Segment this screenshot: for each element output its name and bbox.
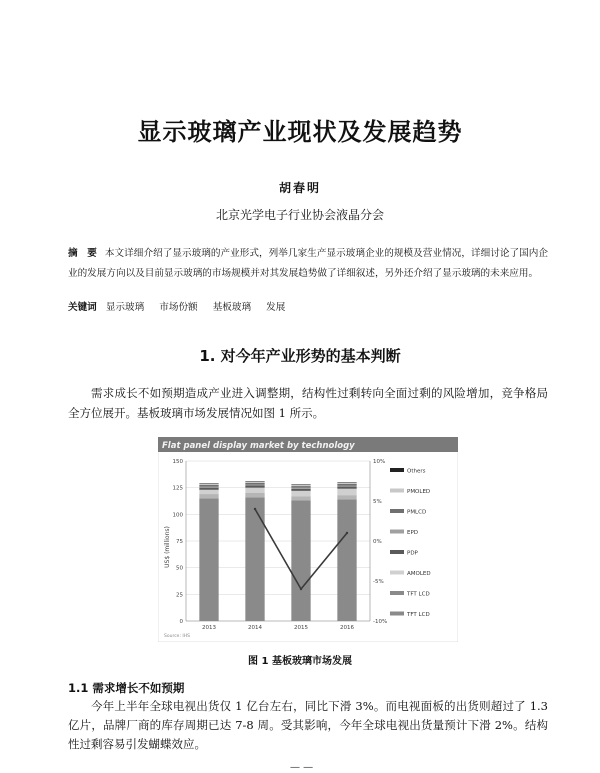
legend-label: PMOLED <box>407 489 431 495</box>
keyword: 显示玻璃 <box>105 302 145 313</box>
bar-segment <box>245 483 264 485</box>
keyword: 发展 <box>266 302 286 313</box>
x-tick-label: 2016 <box>340 625 354 631</box>
y-tick-label: 100 <box>172 512 183 519</box>
bar-segment <box>291 484 310 485</box>
bar-segment <box>291 485 310 486</box>
bar-segment <box>291 486 310 488</box>
x-tick-label: 2014 <box>248 625 262 631</box>
bar-segment <box>199 483 218 484</box>
bar-segment <box>199 485 218 487</box>
y2-tick-label: -5% <box>373 579 384 585</box>
bar-segment <box>337 486 356 487</box>
x-tick-label: 2013 <box>202 625 216 631</box>
subsection-heading: 1.1 需求增长不如预期 <box>68 681 185 695</box>
y-tick-label: 150 <box>172 459 183 465</box>
bar-segment <box>337 483 356 484</box>
legend-label: Others <box>407 468 426 475</box>
keywords-label: 关键词 <box>68 302 97 313</box>
bar-segment <box>245 482 264 483</box>
page-number: — — <box>290 762 314 773</box>
growth-point <box>254 508 256 510</box>
bar-segment <box>337 495 356 499</box>
legend-label: PMLCD <box>407 509 427 516</box>
legend-label: TFT LCD <box>407 612 430 618</box>
market-chart <box>158 437 458 642</box>
legend-swatch <box>390 571 404 575</box>
author-name: 胡春明 <box>278 181 321 195</box>
growth-point <box>346 532 348 534</box>
section-heading: 1. 对今年产业形势的基本判断 <box>199 347 401 365</box>
bar-segment <box>245 497 264 621</box>
legend-label: PDP <box>407 550 418 557</box>
bar-segment <box>291 489 310 491</box>
y-tick-label: 125 <box>172 485 183 492</box>
article-title: 显示玻璃产业现状及发展趋势 <box>137 118 463 146</box>
bar-segment <box>199 490 218 494</box>
abstract-label: 摘 要 <box>68 248 97 259</box>
bar-segment <box>337 482 356 483</box>
bar-segment <box>291 496 310 500</box>
legend-label: AMOLED <box>407 571 431 577</box>
bar-segment <box>245 493 264 497</box>
legend-label: TFT LCD <box>407 591 430 598</box>
bar-segment <box>245 486 264 488</box>
chart-source: Source: IHS <box>164 634 190 639</box>
legend-swatch <box>390 550 404 554</box>
bar-segment <box>199 484 218 485</box>
body-paragraph: 需求成长不如预期造成产业进入调整期，结构性过剩转向全面过剩的风险增加，竞争格局全方位展开。基板玻璃市场发展情况如图 1 所示。 <box>68 386 548 420</box>
bar-segment <box>245 488 264 493</box>
bar-segment <box>199 494 218 498</box>
figure <box>158 437 458 642</box>
y2-tick-label: 0% <box>373 539 382 545</box>
y2-tick-label: 5% <box>373 499 382 505</box>
growth-point <box>300 588 302 590</box>
legend-swatch <box>390 489 404 493</box>
keywords <box>68 300 548 316</box>
y2-tick-label: -10% <box>373 619 388 625</box>
bar-segment <box>245 484 264 485</box>
y2-tick-label: 10% <box>373 459 386 465</box>
chart-title: Flat panel display market by technology <box>162 441 355 451</box>
bar-segment <box>199 487 218 488</box>
x-tick-label: 2015 <box>294 625 308 631</box>
figure-caption: 图 1 基板玻璃市场发展 <box>248 656 352 667</box>
abstract <box>68 244 548 284</box>
y-tick-label: 0 <box>179 619 183 625</box>
y-tick-label: 50 <box>176 565 183 572</box>
bar-segment <box>245 481 264 482</box>
bar-segment <box>291 491 310 496</box>
keyword: 市场份额 <box>159 302 198 313</box>
body-paragraph: 今年上半年全球电视出货仅 1 亿台左右，同比下滑 3%。而电视面板的出货则超过了 1.3 亿片，品牌厂商的库存周期已达 7-8 周。受其影响，今年全球电视出货量预计下滑 2%。结构性过剩容易引发蝴蝶效应。 <box>68 699 548 751</box>
bar-segment <box>291 488 310 489</box>
y-tick-label: 25 <box>176 592 183 599</box>
bar-segment <box>291 500 310 621</box>
legend-label: EPD <box>407 530 419 536</box>
abstract-text: 本文详细介绍了显示玻璃的产业形式，列举几家生产显示玻璃企业的规模及营业情况，详细讨论了国内企业的发展方向以及目前显示玻璃的市场规模并对其发展趋势做了详细叙述，另外还介绍了显示玻璃的未来应用。 <box>68 248 549 279</box>
legend-swatch <box>390 468 404 472</box>
affiliation: 北京光学电子行业协会液晶分会 <box>215 208 384 222</box>
keyword: 基板玻璃 <box>212 302 252 313</box>
bar-segment <box>337 499 356 621</box>
bar-segment <box>199 498 218 621</box>
bar-segment <box>337 487 356 489</box>
bar-segment <box>337 489 356 495</box>
legend-swatch <box>390 591 404 595</box>
legend-swatch <box>390 509 404 513</box>
y-axis-label: US$ (millions) <box>164 526 171 568</box>
bar-segment <box>199 488 218 490</box>
bar-segment <box>337 484 356 486</box>
y-tick-label: 75 <box>176 539 183 545</box>
legend-swatch <box>390 612 404 616</box>
legend-swatch <box>390 530 404 534</box>
